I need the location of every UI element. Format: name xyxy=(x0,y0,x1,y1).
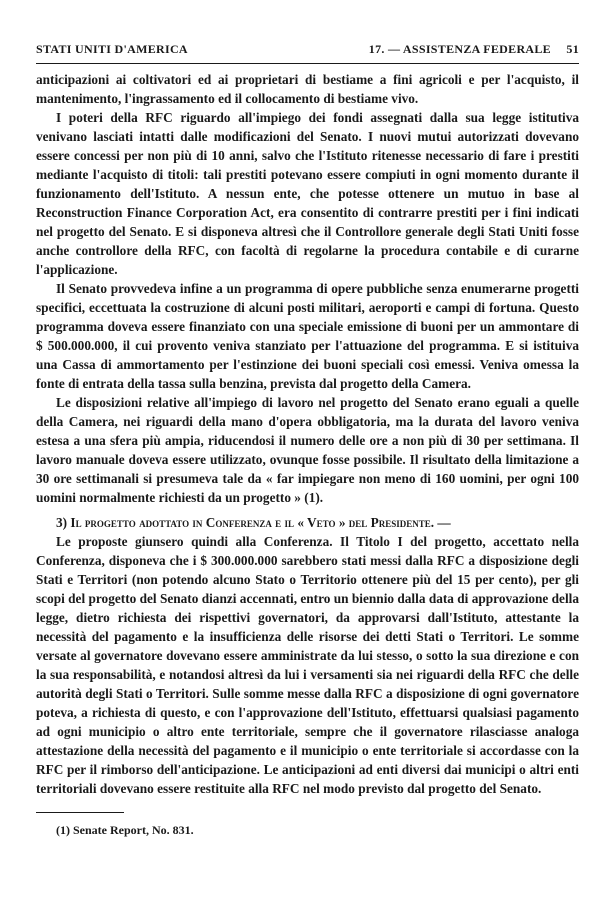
running-header xyxy=(36,40,579,59)
header-rule xyxy=(36,63,579,64)
paragraph-public-works: Il Senato provvedeva infine a un programma di opere pubbliche senza enumerarne progetti specifici, eccettuata la costruzione di alcuni posti militari, aeroporti e campi di fortuna. Questo programma doveva essere finanziato con una speciale emissione di buoni per un ammontare di $ 500.000.000, il cui provento veniva stanziato per l'attuazione del programma. E si istituiva una Cassa di ammortamento per l'estinzione dei buoni speciali così emessi. Veniva omessa la fonte di entrata della tassa sulla benzina, prevista dal progetto della Camera. xyxy=(36,281,579,391)
footnote: (1) Senate Report, No. 831. xyxy=(56,823,194,837)
paragraph-labor: Le disposizioni relative all'impiego di lavoro nel progetto del Senato erano eguali a quelle della Camera, nei riguardi della mano d'opera obbligatoria, ma la durata del lavoro veniva estesa a una sfera più ampia, riducendosi il numero delle ore a non più di 30 per settimana. Il lavoro manuale doveva essere utilizzato, ovunque fosse possibile. Il risultato della limitazione a 30 ore settimanali si presumeva tale da « far impiegare non meno di 160 uomini, per ogni 100 uomini normalmente richiesti da un progetto » (1). xyxy=(36,395,579,505)
paragraph-conference: Le proposte giunsero quindi alla Conferenza. Il Titolo I del progetto, accettato nella Conferenza, disponeva che i $ 300.000.000 sarebbero stati messi dalla RFC a disposizione degli Stati e Territori (non potendo alcuno Stato o Territorio ottenere più del 15 per cento), per gli scopi del progetto del Senato dianzi accennati, entro un biennio dalla data di approvazione della legge, dietro richiesta dei rispettivi governatori, da approvarsi dall'Istituto, attestante la necessità del pagamento e la insufficienza delle risorse dei detti Stati o Territori. Le somme versate al governatore dovevano essere amministrate da lui stesso, o sotto la sua direzione e con la sua responsabilità, e notandosi altresì da lui i versamenti sia nei riguardi della RFC che delle autorità degli Stati o Territori. Sulle somme messe dalla RFC a disposizione di ogni governatore poteva, a richiesta di questo, e con l'approvazione dell'Istituto, effettuarsi qualsiasi pagamento ad ogni municipio o altro ente territoriale, sempre che il governatore rilasciasse analoga attestazione della necessità del pagamento e il municipio o ente territoriale si accordasse con la RFC per il rimborso dell'anticipazione. Le anticipazioni ad enti diversi dai municipi o altri enti territoriali dovevano essere restituite alla RFC nel modo previsto dal progetto del Senato. xyxy=(36,534,579,796)
section-number: 3) xyxy=(56,515,68,530)
header-chapter: 17. — ASSISTENZA FEDERALE xyxy=(368,42,551,56)
header-country: STATI UNITI D'AMERICA xyxy=(36,42,188,56)
paragraph-continued: anticipazioni ai coltivatori ed ai proprietari di bestiame a fini agricoli e per l'acquisto, il mantenimento, l'ingrassamento ed il collocamento di bestiame vivo. xyxy=(36,72,579,106)
paragraph-rfc-powers: I poteri della RFC riguardo all'impiego dei fondi assegnati dalla sua legge istitutiva venivano lasciati intatti dalle modificazioni del Senato. I nuovi mutui autorizzati dovevano essere concessi per non più di 10 anni, salvo che l'Istituto ritenesse necessario di fare i prestiti mediante l'acquisto di titoli: tali prestiti potevano essere compiuti in ogni momento durante il funzionamento dell'Istituto. A nessun ente, che potesse ottenere un mutuo in base al Reconstruction Finance Corporation Act, era consentito di contrarre prestiti per i fini indicati nel progetto del Senato. E si disponeva altresì che il Controllore generale degli Stati Uniti fosse anche controllore della RFC, con facoltà di regolarne la procedura contabile e di curarne l'applicazione. xyxy=(36,110,579,277)
document-page xyxy=(36,40,579,840)
footnote-rule xyxy=(36,812,124,813)
section-title: Il progetto adottato in Conferenza e il « Veto » del Presidente. — xyxy=(70,515,451,530)
page-number: 51 xyxy=(566,42,579,56)
section-heading xyxy=(36,513,579,532)
